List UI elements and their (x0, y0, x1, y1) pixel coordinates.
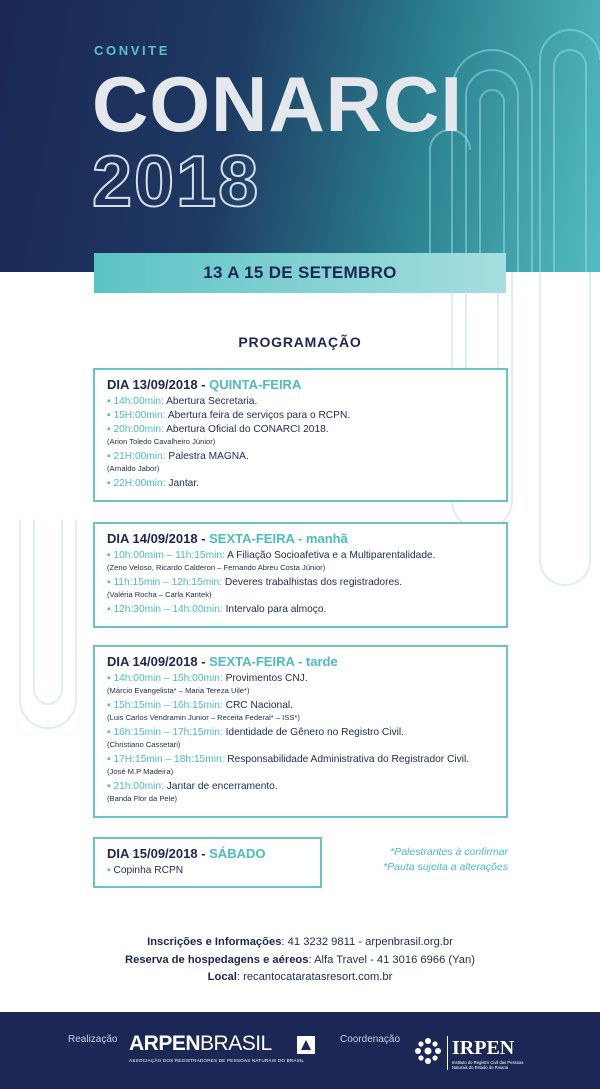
irpen-logo: IRPEN (452, 1037, 515, 1059)
event-year (92, 142, 262, 216)
day-card-15-09 (93, 837, 322, 888)
day-card-14-09-morning (93, 522, 508, 628)
speaker-note: (José M.P Madeira) (107, 767, 174, 776)
irpen-flower-icon (412, 1035, 444, 1067)
date-range-band: 13 A 15 DE SETEMBRO (94, 253, 506, 293)
schedule-item: ▪ 14h:00min – 15h:00min: Provimentos CNJ. (107, 673, 308, 684)
schedule-item: ▪ 15H:00min: Abertura feira de serviços para o RCPN. (107, 410, 351, 421)
schedule-item: ▪ Copinha RCPN (107, 865, 184, 876)
irpen-subtitle: Instituto do Registro Civil das Pessoas Naturais do Estado do Paraná (452, 1060, 524, 1070)
svg-text:2018: 2018 (92, 142, 261, 216)
speaker-note: (Márcio Evangelista* – Maria Tereza Uile*) (107, 686, 250, 695)
schedule-item: ▪ 17H:15min – 18h:15min: Responsabilidade Administrativa do Registrador Civil. (107, 754, 470, 765)
day-heading: DIA 13/09/2018 - QUINTA-FEIRA (107, 377, 302, 392)
realizacao-label: Realização (68, 1034, 118, 1045)
day-heading: DIA 15/09/2018 - SÁBADO (107, 846, 266, 861)
arpen-subtitle: ASSOCIAÇÃO DOS REGISTRADORES DE PESSOAS NATURAIS DO BRASIL (129, 1058, 305, 1063)
coordenacao-label: Coordenação (340, 1034, 401, 1045)
schedule-item: ▪ 14h:00min: Abertura Secretaria. (107, 396, 258, 407)
irpen-divider (447, 1036, 448, 1070)
schedule-item: ▪ 21h:00min: Jantar de encerramento. (107, 781, 278, 792)
header-banner (0, 0, 600, 272)
speaker-note: (Arnaldo Jabor) (107, 464, 160, 473)
program-heading: PROGRAMAÇÃO (238, 334, 362, 350)
schedule-item: ▪ 12h:30min – 14h:00min: Intervalo para almoço. (107, 604, 327, 615)
schedule-item: ▪ 10h:00mim – 11h:15min: A Filiação Socioafetiva e a Multiparentalidade. (107, 550, 436, 561)
speaker-note: (Valéria Rocha – Carla Kantek) (107, 590, 212, 599)
schedule-item: ▪ 21H:00min: Palestra MAGNA. (107, 451, 249, 462)
contact-info (0, 934, 600, 987)
info-line: Local: recantocataratasresort.com.br (207, 971, 393, 983)
speaker-note: (Arion Toledo Cavalheiro Júnior) (107, 437, 216, 446)
schedule-item: ▪ 16h:15min – 17h:15min: Identidade de Gênero no Registro Civil. (107, 727, 404, 738)
note-line: *Palestrantes à confirmar (390, 846, 508, 858)
invite-eyebrow: CONVITE (94, 43, 170, 58)
day-card-14-09-afternoon (93, 645, 508, 818)
arpen-mark-icon (297, 1036, 315, 1054)
schedule-item: ▪ 22H:00min: Jantar. (107, 478, 199, 489)
speaker-note: (Christiano Cassetari) (107, 740, 181, 749)
day-heading: DIA 14/09/2018 - SEXTA-FEIRA - tarde (107, 654, 338, 669)
speaker-note: (Zeno Veloso, Ricardo Calderon – Fernando Abreu Costa Júnior) (107, 563, 326, 572)
schedule-item: ▪ 15h:15min – 16h:15min: CRC Nacional. (107, 700, 293, 711)
disclaimer-notes (383, 845, 508, 875)
speaker-note: (Banda Flor da Pele) (107, 794, 178, 803)
day-heading: DIA 14/09/2018 - SEXTA-FEIRA - manhã (107, 531, 348, 546)
schedule-item: ▪ 11h:15min – 12h:15min: Deveres trabalhistas dos registradores. (107, 577, 403, 588)
event-title: CONARCI (92, 60, 463, 148)
schedule-item: ▪ 20h:00min: Abertura Oficial do CONARCI 2018. (107, 424, 329, 435)
info-line: Reserva de hospedagens e aéreos: Alfa Travel - 41 3016 6966 (Yan) (125, 953, 475, 966)
day-card-13-09 (93, 368, 508, 502)
speaker-note: (Luis Carlos Vendramin Junior – Receita Federal* – ISS*) (107, 713, 300, 722)
info-line: Inscrições e Informações: 41 3232 9811 - arpenbrasil.org.br (147, 936, 453, 948)
arpen-logo: ARPENBRASIL (129, 1032, 272, 1055)
note-line: *Pauta sujeita a alterações (383, 861, 508, 873)
